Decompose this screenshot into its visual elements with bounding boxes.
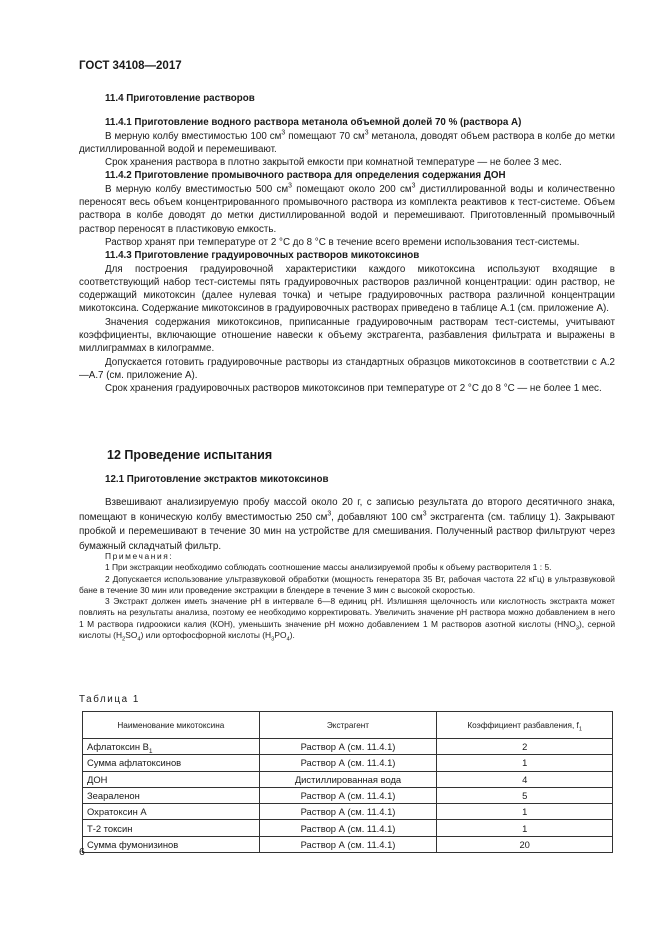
table-row — [83, 755, 613, 771]
paragraph: Срок хранения градуировочных растворов микотоксинов при температуре от 2 °С до 8 °С — не более 1 мес. — [105, 383, 602, 395]
subsection-title: 11.4.2 Приготовление промывочного раствора для определения содержания ДОН — [105, 170, 506, 182]
table-row — [83, 836, 613, 852]
table-row — [83, 739, 613, 755]
column-header: Наименование микотоксина — [83, 712, 260, 739]
toxin-name: Т-2 токсин — [83, 820, 260, 836]
section-12-title: 12 Проведение испытания — [107, 448, 273, 462]
note-1: 1 При экстракции необходимо соблюдать соотношение массы анализируемой пробы к объему растворителя 1 : 5. — [105, 562, 552, 573]
table-row — [83, 820, 613, 836]
paragraph: Допускается готовить градуировочные растворы из стандартных образцов микотоксинов в соответствии с А.2—А.7 (см. приложение А). — [79, 356, 615, 381]
paragraph: Значения содержания микотоксинов, приписанные градуировочным растворам тест-системы, учитывают коэффициенты, включающие отношение навески к объему экстрагента, разбавления фильтрата и выражены в миллиграммах в килограмме. — [79, 316, 615, 355]
table-row — [83, 804, 613, 820]
toxin-name: ДОН — [83, 771, 260, 787]
paragraph: В мерную колбу вместимостью 500 $см^3$ помещают около 200 $см^3$ дистиллированной воды и количественно переносят весь объем концентрированного промывочного раствора из комплекта реактивов к тест-системе. Объем раствора в колбе доводят до метки дистиллированной водой и перемешивают. Приготовленный промывочный раствор переносят в пластиковую емкость. — [79, 182, 615, 235]
table-caption: Таблица 1 — [79, 694, 140, 705]
paragraph: Срок хранения раствора в плотно закрытой емкости при комнатной температуре — не более 3 мес. — [105, 157, 562, 169]
dilution-factor: 1 — [437, 755, 613, 771]
column-header: Коэффициент разбавления, $f_1$ — [437, 712, 613, 739]
document-header: ГОСТ 34108—2017 — [79, 60, 182, 72]
paragraph: Раствор хранят при температуре от 2 °С до 8 °С в течение всего времени использования тест-системы. — [105, 236, 580, 248]
table-header-row — [83, 712, 613, 739]
dilution-factor: 2 — [437, 739, 613, 755]
paragraph: В мерную колбу вместимостью 100 $см^3$ помещают 70 $см^3$ метанола, доводят объем раствора в колбе до метки дистиллированной водой и перемешивают. — [79, 129, 616, 155]
paragraph: Взвешивают анализируемую пробу массой около 20 г, с записью результата до второго десятичного знака, помещают в коническую колбу вместимостью 250 $см^3$, добавляют 100 $см^3$ экстрагента (см. таблицу 1). Закрывают пробкой и перемешивают в течение 30 мин на устройстве для смешивания. Полученный раствор фильтруют через бумажный складчатый фильтр. — [79, 497, 615, 552]
subsection-title: 11.4.3 Приготовление градуировочных растворов микотоксинов — [105, 250, 420, 262]
toxin-name: Охратоксин А — [83, 804, 260, 820]
extractant: Раствор А (см. 11.4.1) — [259, 804, 437, 820]
section-title: 11.4 Приготовление растворов — [105, 93, 255, 104]
dilution-factor: 1 — [437, 820, 613, 836]
subsection-title: 12.1 Приготовление экстрактов микотоксинов — [105, 474, 329, 485]
notes-title: Примечания: — [105, 551, 174, 561]
table-row — [83, 787, 613, 803]
toxin-name: Сумма фумонизинов — [83, 836, 260, 852]
subsection-title: 11.4.1 Приготовление водного раствора метанола объемной долей 70 % (раствора А) — [105, 117, 522, 129]
extractant: Раствор А (см. 11.4.1) — [259, 820, 437, 836]
toxin-name: Сумма афлатоксинов — [83, 755, 260, 771]
page-number: 6 — [79, 846, 85, 858]
extractant: Раствор А (см. 11.4.1) — [259, 836, 437, 852]
dilution-factor: 5 — [437, 787, 613, 803]
toxin-name: Афлатоксин $В_1$ — [83, 739, 260, 755]
table-row — [83, 771, 613, 787]
extractant: Раствор А (см. 11.4.1) — [259, 787, 437, 803]
note-3: 3 Экстракт должен иметь значение рН в интервале 6—8 единиц рН. Излишняя щелочность или кислотность экстракта может повлиять на результаты анализа, поэтому ее необходимо корректировать. Увеличить значение рН раствора можно добавлением в него 1 М раствора гидроокиси калия (КОН), уменьшить значение рН можно добавлением 1 М растворов азотной кислоты $(HNO_3)$, серной кислоты $(H_2SO_4)$ или ортофосфорной кислоты $(H_3PO_4)$. — [79, 596, 615, 643]
extractant: Раствор А (см. 11.4.1) — [259, 739, 437, 755]
extractant: Раствор А (см. 11.4.1) — [259, 755, 437, 771]
column-header: Экстрагент — [259, 712, 437, 739]
paragraph: Для построения градуировочной характеристики каждого микотоксина используют входящие в соответствующий набор тест-системы пять градуировочных растворов различной концентрации: один раствор, не содержащий микотоксин (далее нулевая точка) и четыре градуировочных раствора различной концентрации микотоксина. Содержание микотоксинов в градуировочных растворах приведено в таблице А.1 (см. приложение А). — [79, 263, 615, 315]
dilution-factor: 1 — [437, 804, 613, 820]
note-2: 2 Допускается использование ультразвуковой обработки (мощность генератора 35 Вт, рабочая частота 22 кГц) в ультразвуковой бане в течение 30 мин или проведение экстракции в блендере в течение 3 мин с высокой скоростью. — [79, 573, 615, 595]
dilution-factor: 4 — [437, 771, 613, 787]
section-12-1 — [79, 473, 615, 554]
toxin-name: Зеараленон — [83, 787, 260, 803]
notes — [79, 551, 615, 641]
dilution-factor: 20 — [437, 836, 613, 852]
section-11-4 — [79, 92, 615, 396]
mycotoxin-table — [82, 711, 613, 853]
extractant: Дистиллированная вода — [259, 771, 437, 787]
